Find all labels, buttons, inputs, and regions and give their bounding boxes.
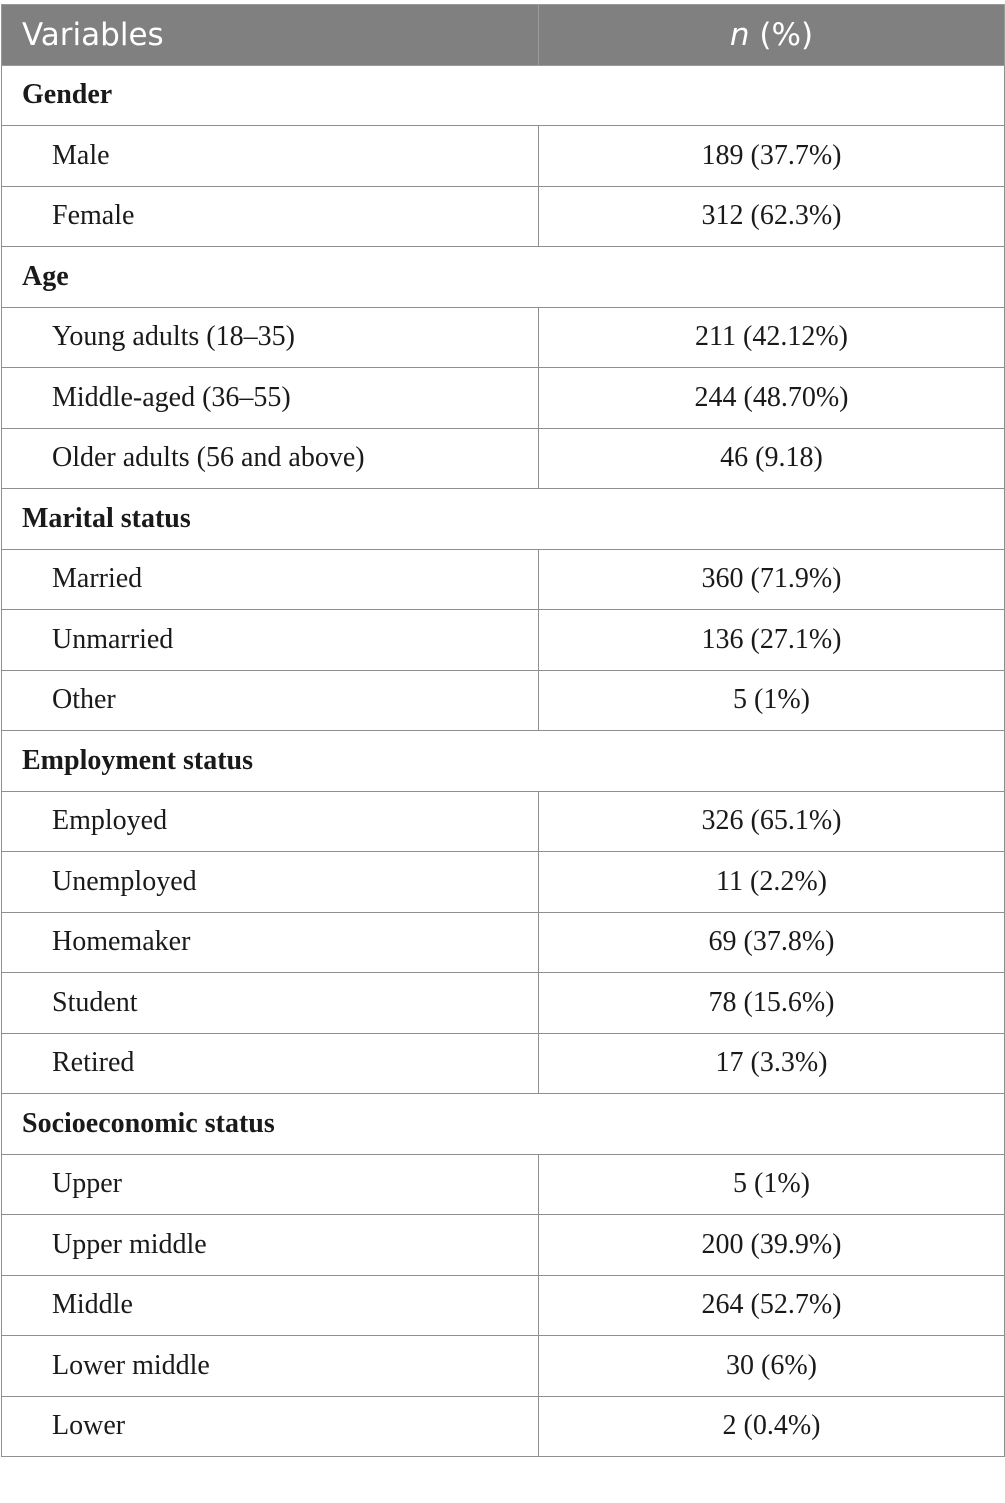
table-row: [2, 1033, 1005, 1094]
row-value: 326 (65.1%): [539, 791, 1005, 852]
category-row: [2, 731, 1005, 792]
row-label: Middle: [2, 1275, 539, 1336]
category-label: Age: [2, 247, 1005, 308]
table-row: [2, 912, 1005, 973]
row-value: 11 (2.2%): [539, 852, 1005, 913]
category-label: Marital status: [2, 489, 1005, 550]
row-value: 211 (42.12%): [539, 307, 1005, 368]
table-row: [2, 610, 1005, 671]
row-label: Lower middle: [2, 1336, 539, 1397]
table-row: [2, 1336, 1005, 1397]
row-label: Middle-aged (36–55): [2, 368, 539, 429]
table-row: [2, 1275, 1005, 1336]
row-value: 46 (9.18): [539, 428, 1005, 489]
row-label: Retired: [2, 1033, 539, 1094]
row-value: 78 (15.6%): [539, 973, 1005, 1034]
row-label: Married: [2, 549, 539, 610]
row-value: 5 (1%): [539, 1154, 1005, 1215]
table-row: [2, 852, 1005, 913]
row-value: 136 (27.1%): [539, 610, 1005, 671]
category-row: [2, 247, 1005, 308]
demographics-table: [1, 4, 1005, 1457]
table-row: [2, 368, 1005, 429]
header-row: [2, 5, 1005, 66]
table-row: [2, 186, 1005, 247]
row-label: Unemployed: [2, 852, 539, 913]
row-label: Student: [2, 973, 539, 1034]
category-row: [2, 1094, 1005, 1155]
row-value: 244 (48.70%): [539, 368, 1005, 429]
table-row: [2, 549, 1005, 610]
header-n-symbol: n: [729, 16, 750, 53]
row-label: Older adults (56 and above): [2, 428, 539, 489]
row-value: 264 (52.7%): [539, 1275, 1005, 1336]
table-row: [2, 791, 1005, 852]
table-row: [2, 1215, 1005, 1276]
category-label: Socioeconomic status: [2, 1094, 1005, 1155]
table-row: [2, 1154, 1005, 1215]
row-value: 17 (3.3%): [539, 1033, 1005, 1094]
row-value: 30 (6%): [539, 1336, 1005, 1397]
row-value: 5 (1%): [539, 670, 1005, 731]
table-row: [2, 307, 1005, 368]
row-value: 200 (39.9%): [539, 1215, 1005, 1276]
category-row: [2, 489, 1005, 550]
row-label: Upper middle: [2, 1215, 539, 1276]
table-row: [2, 428, 1005, 489]
row-label: Female: [2, 186, 539, 247]
table-row: [2, 670, 1005, 731]
category-label: Gender: [2, 65, 1005, 126]
category-row: [2, 65, 1005, 126]
row-label: Upper: [2, 1154, 539, 1215]
row-label: Lower: [2, 1396, 539, 1457]
row-label: Other: [2, 670, 539, 731]
row-value: 2 (0.4%): [539, 1396, 1005, 1457]
row-label: Male: [2, 126, 539, 187]
row-value: 189 (37.7%): [539, 126, 1005, 187]
row-label: Young adults (18–35): [2, 307, 539, 368]
row-label: Unmarried: [2, 610, 539, 671]
row-value: 69 (37.8%): [539, 912, 1005, 973]
category-label: Employment status: [2, 731, 1005, 792]
header-n-suffix: (%): [749, 16, 814, 53]
table-row: [2, 126, 1005, 187]
row-value: 312 (62.3%): [539, 186, 1005, 247]
header-variables: Variables: [2, 5, 539, 66]
header-n-percent: [539, 5, 1005, 66]
table-row: [2, 1396, 1005, 1457]
row-value: 360 (71.9%): [539, 549, 1005, 610]
row-label: Homemaker: [2, 912, 539, 973]
row-label: Employed: [2, 791, 539, 852]
table-row: [2, 973, 1005, 1034]
